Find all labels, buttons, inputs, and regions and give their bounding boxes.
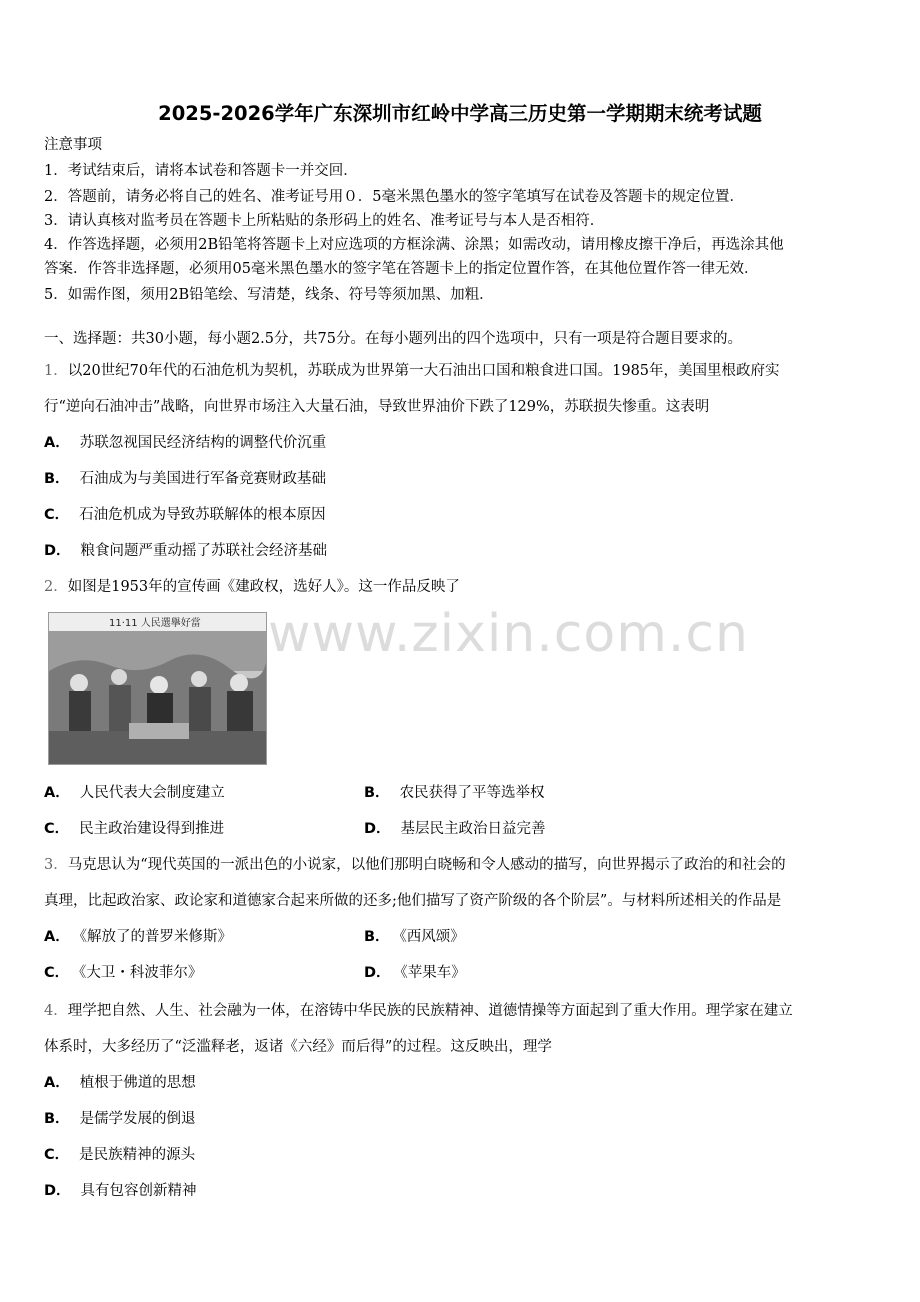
option-text: 是民族精神的源头 bbox=[79, 1147, 196, 1163]
question-1-stem-cont: 行“逆向石油冲击”战略，向世界市场注入大量石油，导致世界油价下跌了129%，苏联损失惨重。这表明 bbox=[44, 399, 710, 415]
option-label: A． bbox=[44, 929, 70, 945]
option-d[interactable] bbox=[44, 1182, 197, 1200]
watermark-text: www.zixin.com.cn bbox=[268, 604, 749, 664]
option-label: C． bbox=[44, 965, 70, 981]
option-label: A． bbox=[44, 435, 70, 451]
option-text: 农民获得了平等选举权 bbox=[399, 785, 545, 801]
option-d[interactable] bbox=[364, 820, 546, 838]
question-3-stem bbox=[44, 856, 786, 874]
notice-item: 1．考试结束后，请将本试卷和答题卡一并交回． bbox=[44, 163, 358, 179]
option-text: 《解放了的普罗米修斯》 bbox=[79, 929, 232, 945]
option-c[interactable] bbox=[44, 964, 202, 982]
option-text: 粮食问题严重动摇了苏联社会经济基础 bbox=[80, 543, 328, 559]
option-text: 具有包容创新精神 bbox=[80, 1183, 197, 1199]
question-1-stem bbox=[44, 362, 780, 380]
section-heading: 一、选择题：共30小题，每小题2.5分，共75分。在每小题列出的四个选项中，只有一项是符合题目要求的。 bbox=[44, 331, 742, 347]
option-label: D． bbox=[364, 965, 391, 981]
option-label: B． bbox=[364, 929, 390, 945]
question-3-stem-cont: 真理，比起政治家、政论家和道德家合起来所做的还多;他们描写了资产阶级的各个阶层”。与材料所述相关的作品是 bbox=[44, 893, 782, 909]
question-number: 1． bbox=[44, 363, 68, 379]
option-c[interactable] bbox=[44, 820, 224, 838]
notice-item: 5．如需作图，须用2B铅笔绘、写清楚，线条、符号等须加黑、加粗． bbox=[44, 287, 494, 303]
option-label: D． bbox=[44, 1183, 71, 1199]
option-text: 基层民主政治日益完善 bbox=[400, 821, 546, 837]
option-label: B． bbox=[44, 471, 70, 487]
option-text: 植根于佛道的思想 bbox=[79, 1075, 196, 1091]
question-text: 理学把自然、人生、社会融为一体，在溶铸中华民族的民族精神、道德情操等方面起到了重大作用。理学家在建立 bbox=[67, 1003, 793, 1019]
question-text: 以20世纪70年代的石油危机为契机，苏联成为世界第一大石油出口国和粮食进口国。1985年，美国里根政府实 bbox=[67, 363, 780, 379]
option-text: 民主政治建设得到推进 bbox=[79, 821, 225, 837]
option-label: C． bbox=[44, 821, 70, 837]
option-text: 是儒学发展的倒退 bbox=[79, 1111, 196, 1127]
exam-title: 2025-2026学年广东深圳市红岭中学高三历史第一学期期末统考试题 bbox=[158, 102, 762, 125]
question-text: 如图是1953年的宣传画《建政权，选好人》。这一作品反映了 bbox=[67, 579, 460, 595]
option-d[interactable] bbox=[44, 542, 327, 560]
question-4-stem bbox=[44, 1002, 793, 1020]
question-number: 2． bbox=[44, 579, 68, 595]
notice-item: 3．请认真核对监考员在答题卡上所粘贴的条形码上的姓名、准考证号与本人是否相符． bbox=[44, 213, 605, 229]
option-label: D． bbox=[44, 543, 71, 559]
option-text: 《大卫・科波菲尔》 bbox=[79, 965, 203, 981]
question-2-stem bbox=[44, 578, 460, 596]
option-label: B． bbox=[44, 1111, 70, 1127]
notice-item: 答案．作答非选择题，必须用05毫米黑色墨水的签字笔在答题卡上的指定位置作答，在其他位置作答一律无效． bbox=[44, 261, 759, 277]
option-c[interactable] bbox=[44, 506, 326, 524]
option-label: C． bbox=[44, 507, 70, 523]
option-a[interactable] bbox=[44, 434, 326, 452]
option-a[interactable] bbox=[44, 784, 225, 802]
question-4-stem-cont: 体系时，大多经历了“泛滥释老，返诸《六经》而后得”的过程。这反映出，理学 bbox=[44, 1039, 552, 1055]
option-b[interactable] bbox=[364, 784, 545, 802]
option-label: A． bbox=[44, 1075, 70, 1091]
option-text: 苏联忽视国民经济结构的调整代价沉重 bbox=[79, 435, 327, 451]
option-text: 《西风颂》 bbox=[399, 929, 465, 945]
notice-item: 4．作答选择题，必须用2B铅笔将答题卡上对应选项的方框涂满、涂黑；如需改动，请用橡皮擦干净后，再选涂其他 bbox=[44, 237, 784, 253]
option-a[interactable] bbox=[44, 928, 232, 946]
option-b[interactable] bbox=[364, 928, 465, 946]
option-text: 人民代表大会制度建立 bbox=[79, 785, 225, 801]
option-b[interactable] bbox=[44, 470, 326, 488]
option-label: C． bbox=[44, 1147, 70, 1163]
option-c[interactable] bbox=[44, 1146, 195, 1164]
option-label: D． bbox=[364, 821, 391, 837]
question-text: 马克思认为“现代英国的一派出色的小说家，以他们那明白晓畅和令人感动的描写，向世界揭示了政治的和社会的 bbox=[67, 857, 786, 873]
option-text: 《苹果车》 bbox=[400, 965, 466, 981]
poster-caption: 11·11 人民選擧好當 bbox=[109, 618, 201, 629]
notice-item: 2．答题前，请务必将自己的姓名、准考证号用０．5毫米黑色墨水的签字笔填写在试卷及答题卡的规定位置． bbox=[44, 189, 744, 205]
option-text: 石油危机成为导致苏联解体的根本原因 bbox=[79, 507, 326, 523]
option-label: B． bbox=[364, 785, 390, 801]
option-text: 石油成为与美国进行军备竞赛财政基础 bbox=[79, 471, 327, 487]
option-label: A． bbox=[44, 785, 70, 801]
notice-heading: 注意事项 bbox=[44, 137, 102, 153]
question-number: 3． bbox=[44, 857, 68, 873]
option-a[interactable] bbox=[44, 1074, 196, 1092]
propaganda-poster-image bbox=[48, 612, 267, 765]
poster-illustration bbox=[49, 613, 266, 764]
option-b[interactable] bbox=[44, 1110, 196, 1128]
option-d[interactable] bbox=[364, 964, 466, 982]
question-number: 4． bbox=[44, 1003, 68, 1019]
